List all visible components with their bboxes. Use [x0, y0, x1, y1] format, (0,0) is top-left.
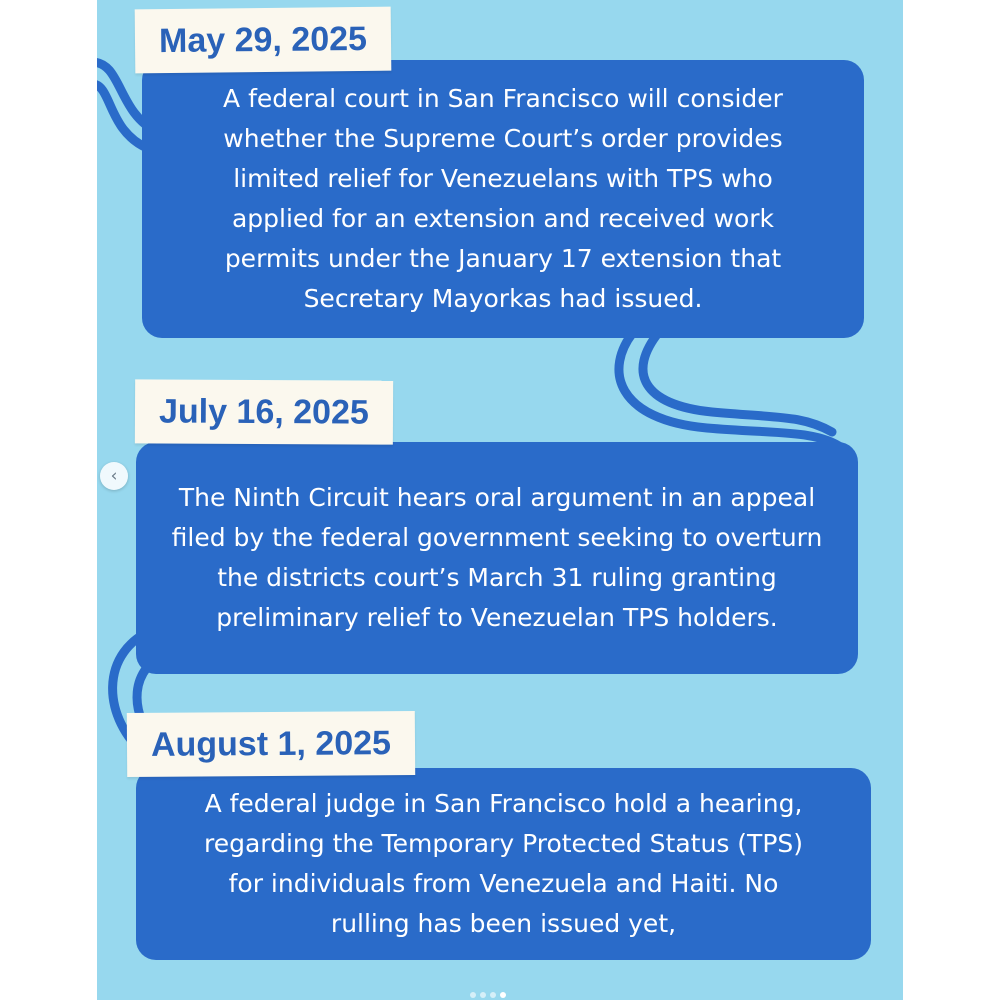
timeline-panel [97, 0, 903, 1000]
carousel-dot[interactable] [480, 992, 486, 998]
carousel-dot[interactable] [470, 992, 476, 998]
date-tag-july-16: July 16, 2025 [135, 379, 393, 444]
timeline-card-august-1 [136, 768, 871, 960]
connector-line-middle-inner [643, 332, 832, 432]
chevron-left-icon: ‹ [110, 466, 118, 486]
timeline-card-may-29 [142, 60, 864, 338]
carousel-dot[interactable] [500, 992, 506, 998]
timeline-card-text: The Ninth Circuit hears oral argument in an appeal filed by the federal government seeking to overturn the districts court’s March 31 ruling granting preliminary relief to Venezuelan TPS holders. [171, 483, 823, 632]
date-tag-may-29: May 29, 2025 [135, 7, 392, 74]
timeline-card-text: A federal court in San Francisco will consider whether the Supreme Court’s order provides limited relief for Venezuelans with TPS who applied for an extension and received work permits under the January 17 extension that Secretary Mayorkas had issued. [223, 84, 783, 313]
timeline-card-text: A federal judge in San Francisco hold a hearing, regarding the Temporary Protected Status (TPS) for individuals from Venezuela and Haiti. No rulling has been issued yet, [203, 789, 804, 938]
carousel-dot[interactable] [490, 992, 496, 998]
carousel-previous-button[interactable] [100, 462, 128, 490]
date-tag-august-1: August 1, 2025 [127, 711, 415, 777]
timeline-card-july-16 [136, 442, 858, 674]
carousel-pagination-dots [470, 992, 506, 998]
